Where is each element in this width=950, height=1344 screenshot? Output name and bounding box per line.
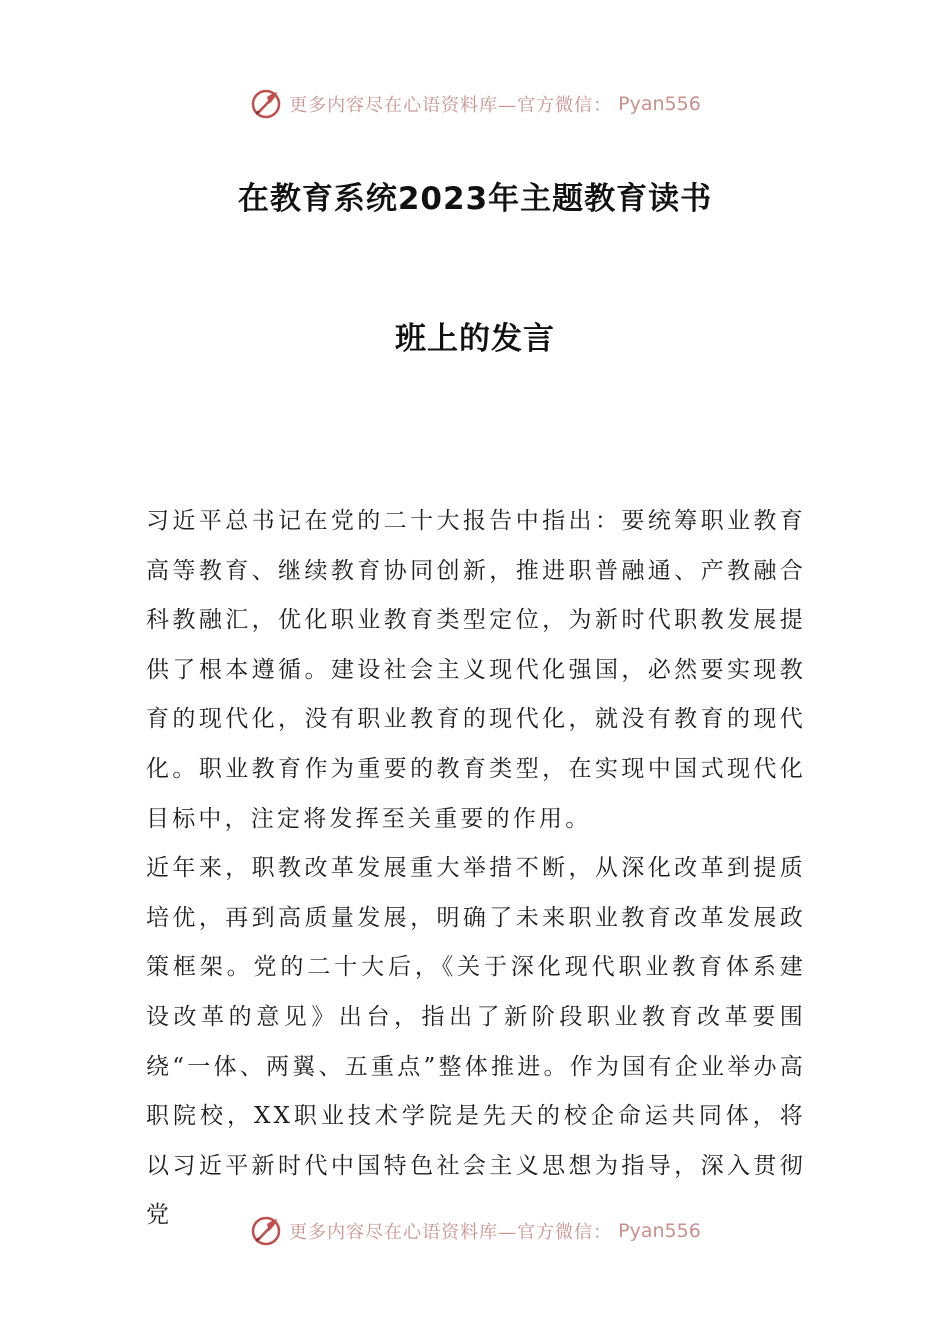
body-paragraph: 近年来，职教改革发展重大举措不断，从深化改革到提质培优，再到高质量发展，明确了未来职业教育改革发展政策框架。党的二十大后，《关于深化现代职业教育体系建设改革的意见》出台，指出了新阶段职业教育改革要围绕“一体、两翼、五重点”整体推进。作为国有企业举办高职院校，XX职业技术学院是先天的校企命运共同体，将以习近平新时代中国特色社会主义思想为指导，深入贯彻党 xyxy=(146,855,806,1229)
document-title-line-1: 在教育系统2023年主题教育读书 xyxy=(237,181,713,217)
watermark-text: 更多内容尽在心语资料库—官方微信： xyxy=(289,1222,613,1243)
watermark-wechat-id: Pyan556 xyxy=(618,93,701,115)
footer-watermark xyxy=(0,1211,950,1251)
document-body xyxy=(146,497,806,1241)
watermark-wechat-id: Pyan556 xyxy=(618,1220,701,1242)
body-paragraph: 习近平总书记在党的二十大报告中指出：要统筹职业教育高等教育、继续教育协同创新，推进职普融通、产教融合科教融汇，优化职业教育类型定位，为新时代职教发展提供了根本遵循。建设社会主义现代化强国，必然要实现教育的现代化，没有职业教育的现代化，就没有教育的现代化。职业教育作为重要的教育类型，在实现中国式现代化目标中，注定将发挥至关重要的作用。 xyxy=(146,508,806,832)
quill-logo-icon xyxy=(249,1214,283,1248)
watermark-text: 更多内容尽在心语资料库—官方微信： xyxy=(289,95,613,116)
document-title-line-2: 班上的发言 xyxy=(395,321,555,357)
quill-logo-icon xyxy=(249,87,283,121)
header-watermark xyxy=(0,84,950,124)
